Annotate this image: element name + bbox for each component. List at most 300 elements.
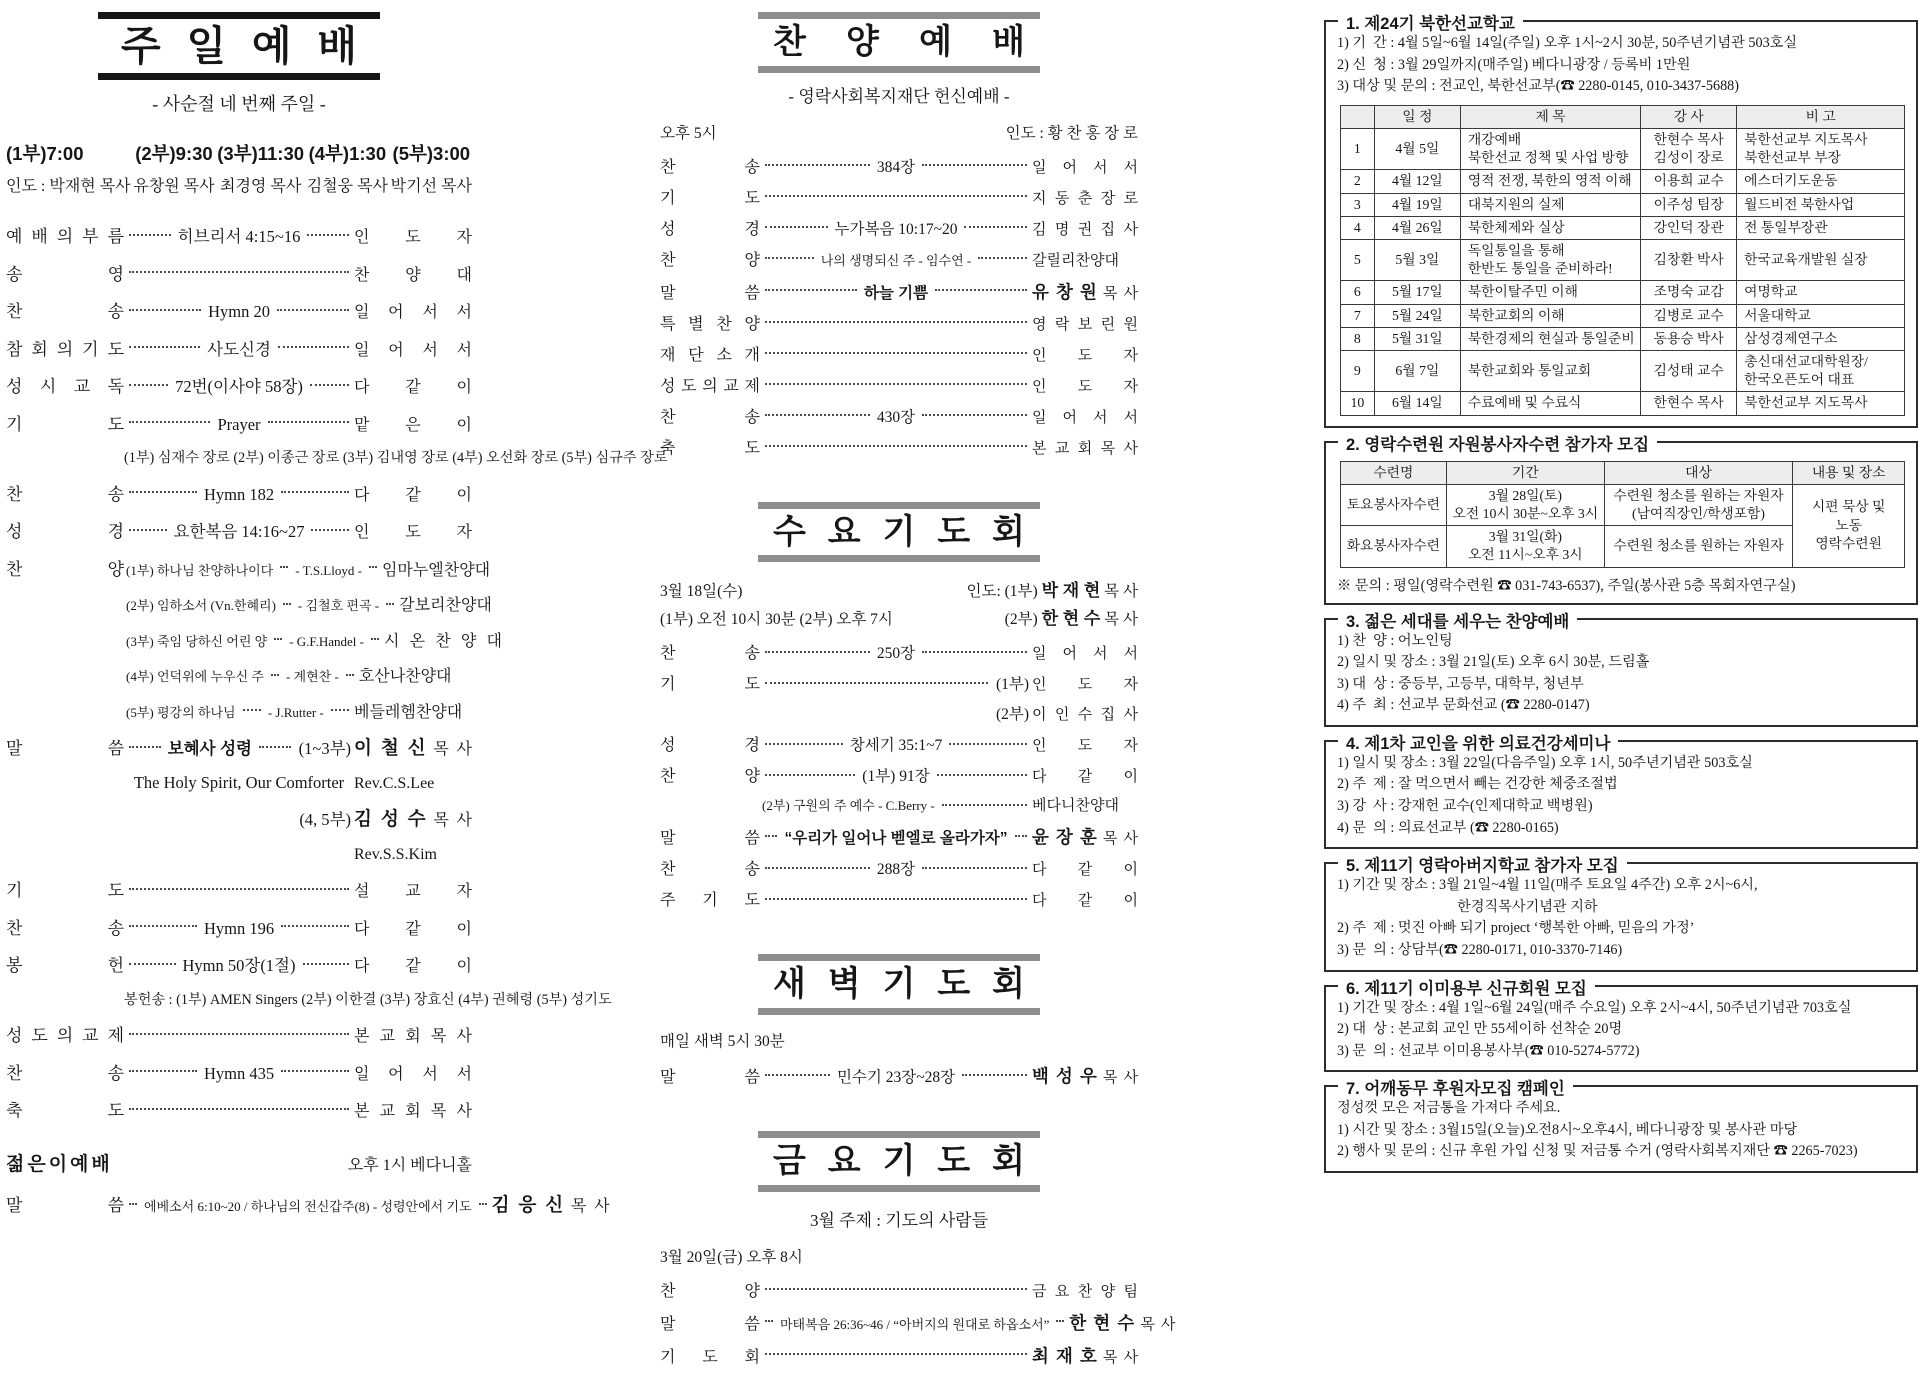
dotted-leader — [765, 257, 814, 259]
row-label: 성 도 의 교 제 — [6, 1026, 124, 1046]
dotted-leader — [129, 529, 167, 531]
dotted-leader — [922, 164, 1027, 166]
dotted-leader — [280, 566, 288, 568]
row-label: 참 회 의 기 도 — [6, 339, 124, 359]
row-right: Rev.S.S.Kim — [354, 845, 437, 863]
table-cell: 3월 31일(화) 오전 11시~오후 3시 — [1446, 526, 1604, 567]
worship-row — [6, 410, 472, 435]
service-column — [133, 140, 214, 196]
meta-left: 오후 5시 — [660, 124, 717, 142]
announcement-title: 5. 제11기 영락아버지학교 참가자 모집 — [1338, 852, 1627, 876]
row-label: 기 도 — [660, 676, 760, 694]
row-label — [660, 706, 760, 724]
table-header-cell: 기간 — [1446, 461, 1604, 484]
row-label: 예 배 의 부 름 — [6, 227, 124, 247]
dotted-leader — [922, 651, 1027, 653]
announcement-line: 1) 기간 및 장소 : 4월 1일~6월 24일(매주 수요일) 오후 2시~4시, 50주년기념관 703호실 — [1337, 999, 1852, 1016]
table-row — [1340, 216, 1904, 239]
announcement-box — [1324, 1080, 1918, 1173]
row-label: 찬 양 — [660, 768, 760, 786]
table-cell: 동용승 박사 — [1641, 327, 1737, 350]
service-pastor: 최경영 목사 — [220, 178, 302, 196]
worship-row — [660, 154, 1138, 177]
youth-time: 오후 1시 베다니홀 — [347, 1157, 472, 1175]
table-cell: 한현수 목사 — [1641, 392, 1737, 415]
dotted-leader — [765, 226, 828, 228]
meta-left: 3월 18일(수) — [660, 583, 743, 601]
row-right: 다 같 이 — [354, 958, 472, 976]
row-center: (3부) 죽임 당하신 어린 양 — [126, 633, 268, 649]
row-center: “우리가 일어나 벧엘로 올라가자” — [784, 830, 1008, 848]
row-label — [660, 797, 760, 815]
row-center: 민수기 23장~28장 — [836, 1069, 956, 1087]
table-cell: 3월 28일(토) 오전 10시 30분~오후 3시 — [1446, 484, 1604, 525]
announcement-line: 4) 문 의 : 의료선교부 (☎ 2280-0165) — [1337, 819, 1559, 836]
announcement-title: 1. 제24기 북한선교학교 — [1338, 10, 1523, 34]
row-label: 특 별 찬 양 — [660, 315, 760, 333]
table-row — [1340, 484, 1904, 525]
schedule-meta — [660, 604, 1138, 629]
row-right: 인 도 자 — [1032, 677, 1138, 694]
row-right: 김 명 권 집 사 — [1032, 221, 1138, 238]
meta-lines — [660, 576, 1138, 629]
row-right: 다 같 이 — [354, 379, 472, 397]
dotted-leader — [281, 1070, 349, 1072]
youth-header — [6, 1149, 472, 1176]
service-section — [660, 1131, 1176, 1367]
row-center: 72번(이사야 58장) — [175, 377, 303, 397]
dotted-leader — [937, 774, 1027, 776]
worship-row — [6, 663, 472, 686]
schedule-table — [1340, 105, 1905, 416]
worship-row — [6, 222, 472, 247]
row-right: 인 도 자 — [1032, 347, 1138, 364]
dotted-leader — [765, 835, 777, 837]
worship-row — [6, 555, 491, 580]
dotted-leader — [964, 226, 1027, 228]
table-cell: 월드비전 북한사업 — [1737, 193, 1905, 216]
dotted-leader — [129, 925, 197, 927]
dotted-leader — [765, 651, 870, 653]
table-cell: 대북지원의 실제 — [1460, 193, 1640, 216]
announcement-box — [1324, 979, 1918, 1073]
dotted-leader — [271, 674, 279, 676]
row-right: 이 철 신 목 사 — [354, 737, 472, 759]
dotted-leader — [949, 743, 1027, 745]
dotted-leader — [243, 709, 261, 711]
title-bar-top — [98, 12, 380, 19]
row-center: 사도신경 — [207, 339, 271, 359]
worship-row — [6, 1096, 472, 1121]
worship-row — [6, 592, 492, 615]
announcement-line: 3) 문 의 : 선교부 이미용봉사부(☎ 010-5274-5772) — [1337, 1042, 1640, 1059]
sunday-subtitle: - 사순절 네 번째 주일 - — [152, 94, 326, 115]
row-right: 다 같 이 — [354, 920, 472, 938]
announcement-line: 정성껏 모은 저금통을 가져다 주세요. — [1337, 1100, 1561, 1117]
dotted-leader — [281, 491, 349, 493]
row-center: (2부) 구원의 주 예수 - C.Berry - — [762, 798, 935, 814]
table-cell: 시편 묵상 및 노동 영락수련원 — [1793, 484, 1905, 567]
row-right: 갈보리찬양대 — [399, 597, 492, 615]
worship-row — [6, 447, 668, 467]
announcement-line: 1) 찬 양 : 어노인팅 — [1337, 632, 1453, 649]
worship-row — [660, 216, 1138, 239]
dotted-leader — [922, 867, 1027, 869]
row-label — [6, 595, 124, 615]
row-label: 성 시 교 독 — [6, 377, 124, 397]
section-sunday-worship — [6, 12, 668, 1230]
row-right: 인 도 자 — [1032, 378, 1138, 395]
worship-row — [660, 640, 1138, 663]
row-label: 성 도 의 교 제 — [660, 377, 760, 395]
row-label: 찬 송 — [660, 645, 760, 663]
table-cell: 북한교회의 이해 — [1460, 304, 1640, 327]
table-cell: 북한체제와 실상 — [1460, 216, 1640, 239]
dotted-leader — [283, 603, 291, 605]
dotted-leader — [765, 164, 870, 166]
table-cell: 6 — [1340, 281, 1374, 304]
dotted-leader — [765, 1074, 830, 1076]
row-right: Rev.C.S.Lee — [354, 774, 435, 792]
announcement-box — [1324, 857, 1918, 971]
section-title: 수 요 기 도 회 — [773, 512, 1025, 551]
table-cell: 4월 5일 — [1374, 128, 1460, 169]
row-right: 백 성 우 목 사 — [1032, 1066, 1139, 1087]
table-header-cell: 강 사 — [1641, 105, 1737, 128]
dotted-leader — [765, 195, 1027, 197]
row-center: 요한복음 14:16~27 — [173, 522, 305, 542]
row-center: 나의 생명되신 주 - 임수연 - — [820, 252, 972, 268]
table-cell: 여명학교 — [1737, 281, 1905, 304]
dotted-leader — [765, 289, 857, 291]
row-right: 일 어 서 서 — [1032, 646, 1139, 663]
order-rows — [660, 640, 1138, 910]
table-cell: 10 — [1340, 392, 1374, 415]
dotted-leader — [129, 746, 161, 748]
table-cell: 3 — [1340, 193, 1374, 216]
row-center: 288장 — [876, 861, 916, 879]
dotted-leader — [303, 963, 350, 965]
table-cell: 김병로 교수 — [1641, 304, 1737, 327]
table-cell: 4월 12일 — [1374, 170, 1460, 193]
dotted-leader — [259, 746, 291, 748]
worship-row — [660, 435, 1138, 458]
table-row — [1340, 193, 1904, 216]
table-cell: 4 — [1340, 216, 1374, 239]
meta-right: (2부) 한 현 수 목 사 — [1004, 609, 1138, 629]
dotted-leader — [129, 1070, 197, 1072]
dotted-leader — [765, 1353, 1027, 1355]
announcement-note: ※ 문의 : 평일(영락수련원 ☎ 031-743-6537), 주일(봉사관 5층 목회자연구실) — [1337, 577, 1796, 594]
dotted-leader — [386, 603, 394, 605]
row-right: 임마누엘찬양대 — [381, 561, 491, 579]
dotted-leader — [765, 352, 1027, 354]
row-right: 인 도 자 — [1032, 738, 1138, 755]
meta-right: 인도: (1부) 박 재 현 목 사 — [966, 581, 1138, 601]
table-header-cell: 수련명 — [1340, 461, 1446, 484]
service-pastor: 유창원 목사 — [133, 178, 215, 196]
row-part-tag: (1~3부) — [298, 739, 352, 759]
row-right: 김 성 수 목 사 — [354, 808, 472, 830]
worship-row — [660, 342, 1138, 365]
dotted-leader — [129, 271, 349, 273]
table-cell: 북한경제의 현실과 통일준비 — [1460, 327, 1640, 350]
worship-row — [660, 311, 1138, 334]
row-center: - G.F.Handel - — [289, 633, 364, 649]
dotted-leader — [962, 1074, 1027, 1076]
row-label — [6, 447, 124, 467]
table-cell: 5월 17일 — [1374, 281, 1460, 304]
dotted-leader — [129, 384, 168, 386]
dotted-leader — [311, 529, 349, 531]
dotted-leader — [129, 1033, 349, 1035]
announcement-line: 1) 일시 및 장소 : 3월 22일(다음주일) 오후 1시, 50주년기념관 503호실 — [1337, 754, 1753, 771]
table-cell: 5 — [1340, 239, 1374, 280]
table-cell: 6월 7일 — [1374, 350, 1460, 391]
row-center: 히브리서 4:15~16 — [177, 227, 301, 247]
row-right: 김 응 신 목 사 — [491, 1194, 610, 1216]
announcement-line: 3) 대상 및 문의 : 전교인, 북한선교부(☎ 2280-0145, 010-3437-5688) — [1337, 78, 1739, 95]
announcement-line: 2) 대 상 : 본교회 교인 만 55세이하 선착순 20명 — [1337, 1021, 1623, 1038]
row-label: 성 경 — [660, 737, 760, 755]
dotted-leader — [281, 925, 349, 927]
row-center: - 계현찬 - — [285, 669, 339, 685]
row-label — [6, 810, 124, 830]
youth-worship — [6, 1149, 610, 1217]
worship-order — [6, 222, 668, 1121]
announcement-line: 2) 주 제 : 멋진 아빠 되기 project ‘행복한 아빠, 믿음의 가정’ — [1337, 920, 1695, 937]
announcement-line: 1) 시간 및 장소 : 3월15일(오늘)오전8시~오후4시, 베다니광장 및 봉사관 마당 — [1337, 1121, 1798, 1138]
row-note: (1부) 심재수 장로 (2부) 이종근 장로 (3부) 김내영 장로 (4부) 오선화 장로 (5부) 심규주 장로 — [124, 450, 668, 467]
order-rows — [660, 154, 1138, 458]
month-theme: 3월 주제 : 기도의 사람들 — [809, 1210, 989, 1230]
row-label: 말 씀 — [660, 284, 760, 302]
announcement-line: 2) 일시 및 장소 : 3월 21일(토) 오후 6시 30분, 드림홀 — [1337, 654, 1650, 671]
row-center: - T.S.Lloyd - — [295, 562, 362, 578]
dotted-leader — [1015, 835, 1027, 837]
dotted-leader — [765, 321, 1027, 323]
dotted-leader — [765, 898, 1027, 900]
table-cell: 2 — [1340, 170, 1374, 193]
row-center: 384장 — [876, 158, 916, 176]
dotted-leader — [331, 709, 349, 711]
table-cell: 강인덕 장관 — [1641, 216, 1737, 239]
announcement-line: 1) 기간 및 장소 : 3월 21일~4월 11일(매주 토요일 4주간) 오후 2시~6시, — [1337, 877, 1758, 894]
row-right: 일 어 서 서 — [354, 341, 473, 359]
row-right: 일 어 서 서 — [1032, 409, 1139, 426]
row-label: 기 도 — [6, 881, 124, 901]
worship-row — [6, 297, 472, 322]
youth-title: 젊은이예배 — [6, 1154, 113, 1176]
row-right: 다 같 이 — [1032, 769, 1138, 786]
table-cell: 김창환 박사 — [1641, 239, 1737, 280]
title-bar-top — [758, 502, 1040, 509]
table-cell: 7 — [1340, 304, 1374, 327]
section-title: 금 요 기 도 회 — [773, 1142, 1025, 1181]
table-cell: 북한선교부 지도목사 — [1737, 392, 1905, 415]
meta-left: 3월 20일(금) 오후 8시 — [660, 1248, 803, 1266]
announcement-line: 2) 행사 및 문의 : 신규 후원 가입 신청 및 저금통 수거 (영락사회복지재단 ☎ 2265-7023) — [1337, 1143, 1858, 1160]
row-part-tag: (2부) — [995, 706, 1029, 724]
row-center: 에베소서 6:10~20 / 하나님의 전신갑주(8) - 성령안에서 기도 — [144, 1199, 472, 1215]
table-row — [1340, 350, 1904, 391]
row-label: 재 단 소 개 — [660, 346, 760, 364]
service-pastor: 박기선 목사 — [390, 178, 472, 196]
worship-row — [660, 702, 1138, 724]
table-cell: 개강예배 북한선교 정책 및 사업 방향 — [1460, 128, 1640, 169]
row-label: 기 도 회 — [660, 1348, 760, 1366]
worship-row — [660, 247, 1138, 270]
row-right: 윤 장 훈 목 사 — [1031, 827, 1138, 848]
row-center: (4부) 언덕위에 누우신 주 — [126, 669, 264, 685]
row-label: 찬 양 — [660, 251, 760, 269]
table-cell: 이주성 팀장 — [1641, 193, 1737, 216]
announcement-title: 4. 제1차 교인을 위한 의료건강세미나 — [1338, 730, 1618, 754]
row-label: 축 도 — [660, 439, 760, 457]
dotted-leader — [942, 804, 1027, 806]
announcement-line: 2) 주 제 : 잘 먹으면서 빼는 건강한 체중조절법 — [1337, 776, 1618, 793]
row-center: 마태복음 26:36~46 / “아버지의 원대로 하옵소서” — [780, 1316, 1050, 1332]
row-label: 찬 송 — [660, 158, 760, 176]
row-center: 창세기 35:1~7 — [849, 737, 943, 755]
row-label: 말 씀 — [660, 1315, 760, 1333]
row-right: 일 어 서 서 — [354, 304, 472, 322]
row-center: Hymn 196 — [203, 918, 275, 938]
row-center: (2부) 임하소서 (Vn.한혜리) — [126, 598, 276, 614]
row-center: - J.Rutter - — [267, 704, 324, 720]
service-column — [391, 140, 472, 196]
meta-lines — [660, 1245, 1138, 1267]
row-label: 찬 송 — [6, 1063, 124, 1083]
row-label: 찬 송 — [6, 484, 124, 504]
table-cell: 독일통일을 통해 한반도 통일을 준비하라! — [1460, 239, 1640, 280]
service-pastor: 인도 : 박재현 목사 — [6, 178, 131, 196]
worship-row — [660, 373, 1138, 396]
dotted-leader — [129, 963, 176, 965]
row-center: 하늘 기쁨 — [863, 284, 929, 302]
table-cell: 북한교회와 통일교회 — [1460, 350, 1640, 391]
row-label: 축 도 — [6, 1101, 124, 1121]
worship-row — [660, 763, 1138, 786]
row-label: 찬 송 — [6, 918, 124, 938]
worship-row — [6, 372, 472, 397]
row-right: 설 교 자 — [354, 883, 472, 901]
table-cell: 김성태 교수 — [1641, 350, 1737, 391]
table-cell: 화요봉사자수련 — [1340, 526, 1446, 567]
row-right: 인 도 자 — [354, 524, 472, 542]
table-row — [1340, 281, 1904, 304]
dotted-leader — [765, 867, 870, 869]
dotted-leader — [346, 674, 354, 676]
dotted-leader — [978, 257, 1027, 259]
dotted-leader — [765, 682, 988, 684]
row-label: 기 도 — [660, 189, 760, 207]
service-column — [217, 140, 304, 196]
youth-order — [6, 1191, 610, 1217]
dotted-leader — [765, 774, 855, 776]
row-right: 이 인 수 집 사 — [1032, 707, 1138, 724]
row-label — [6, 773, 124, 793]
table-cell: 북한이탈주민 이해 — [1460, 281, 1640, 304]
dotted-leader — [129, 1108, 349, 1110]
title-bar-top — [758, 954, 1040, 961]
dotted-leader — [129, 1203, 137, 1205]
title-bar-top — [758, 12, 1040, 19]
worship-row — [6, 773, 472, 793]
row-label: 봉 헌 — [6, 956, 124, 976]
worship-row — [6, 260, 472, 285]
meta-left: 매일 새벽 5시 30분 — [660, 1033, 785, 1051]
row-center: 누가복음 10:17~20 — [834, 220, 958, 238]
row-label — [6, 631, 124, 651]
table-cell: 전 통일부장관 — [1737, 216, 1905, 239]
table-row — [1340, 392, 1904, 415]
service-section — [660, 502, 1138, 911]
table-row — [1340, 304, 1904, 327]
service-column — [307, 140, 388, 196]
worship-row — [660, 1062, 1138, 1087]
row-label: 송 영 — [6, 264, 124, 284]
worship-row — [6, 734, 472, 760]
dotted-leader — [765, 414, 870, 416]
service-column — [6, 140, 131, 196]
table-cell: 8 — [1340, 327, 1374, 350]
table-cell: 삼성경제연구소 — [1737, 327, 1905, 350]
dotted-leader — [278, 346, 349, 348]
row-center: The Holy Spirit, Our Comforter — [133, 772, 345, 792]
worship-row — [6, 1021, 472, 1046]
row-right: 다 같 이 — [1032, 893, 1138, 910]
row-label: 찬 송 — [660, 408, 760, 426]
worship-row — [660, 1309, 1176, 1334]
service-time: (4부)1:30 — [308, 143, 387, 165]
row-right: 인 도 자 — [354, 229, 472, 247]
row-label: 말 씀 — [6, 739, 124, 759]
row-right: 본 교 회 목 사 — [354, 1028, 472, 1046]
row-label — [6, 702, 124, 722]
announcement-line: 3) 강 사 : 강재헌 교수(인제대학교 백병원) — [1337, 798, 1593, 815]
dotted-leader — [765, 743, 843, 745]
row-right: 한 현 수 목 사 — [1069, 1312, 1176, 1333]
dotted-leader — [129, 309, 201, 311]
table-cell: 이용희 교수 — [1641, 170, 1737, 193]
dotted-leader — [129, 346, 200, 348]
dotted-leader — [765, 445, 1027, 447]
worship-row — [6, 876, 472, 901]
table-cell: 4월 19일 — [1374, 193, 1460, 216]
table-cell: 토요봉사자수련 — [1340, 484, 1446, 525]
row-label: 찬 송 — [6, 302, 124, 322]
row-right: 베들레헴찬양대 — [354, 703, 463, 721]
service-time: (3부)11:30 — [217, 143, 305, 165]
announcement-line: 4) 주 최 : 선교부 문화선교 (☎ 2280-0147) — [1337, 697, 1590, 714]
dotted-leader — [310, 384, 349, 386]
row-right: 다 같 이 — [354, 486, 472, 504]
table-row — [1340, 239, 1904, 280]
worship-row — [6, 914, 472, 939]
worship-row — [660, 278, 1138, 303]
title-bar-bottom — [98, 73, 380, 80]
schedule-table — [1340, 461, 1905, 568]
title-bar-top — [758, 1131, 1040, 1138]
announcement-title: 6. 제11기 이미용부 신규회원 모집 — [1338, 975, 1595, 999]
section-subtitle: - 영락사회복지재단 헌신예배 - — [788, 86, 1010, 106]
row-label: 찬 양 — [660, 1282, 760, 1300]
row-label: 말 씀 — [660, 1069, 760, 1087]
row-center: - 김철호 편곡 - — [297, 598, 380, 614]
table-row — [1340, 128, 1904, 169]
row-center: Hymn 182 — [203, 484, 275, 504]
